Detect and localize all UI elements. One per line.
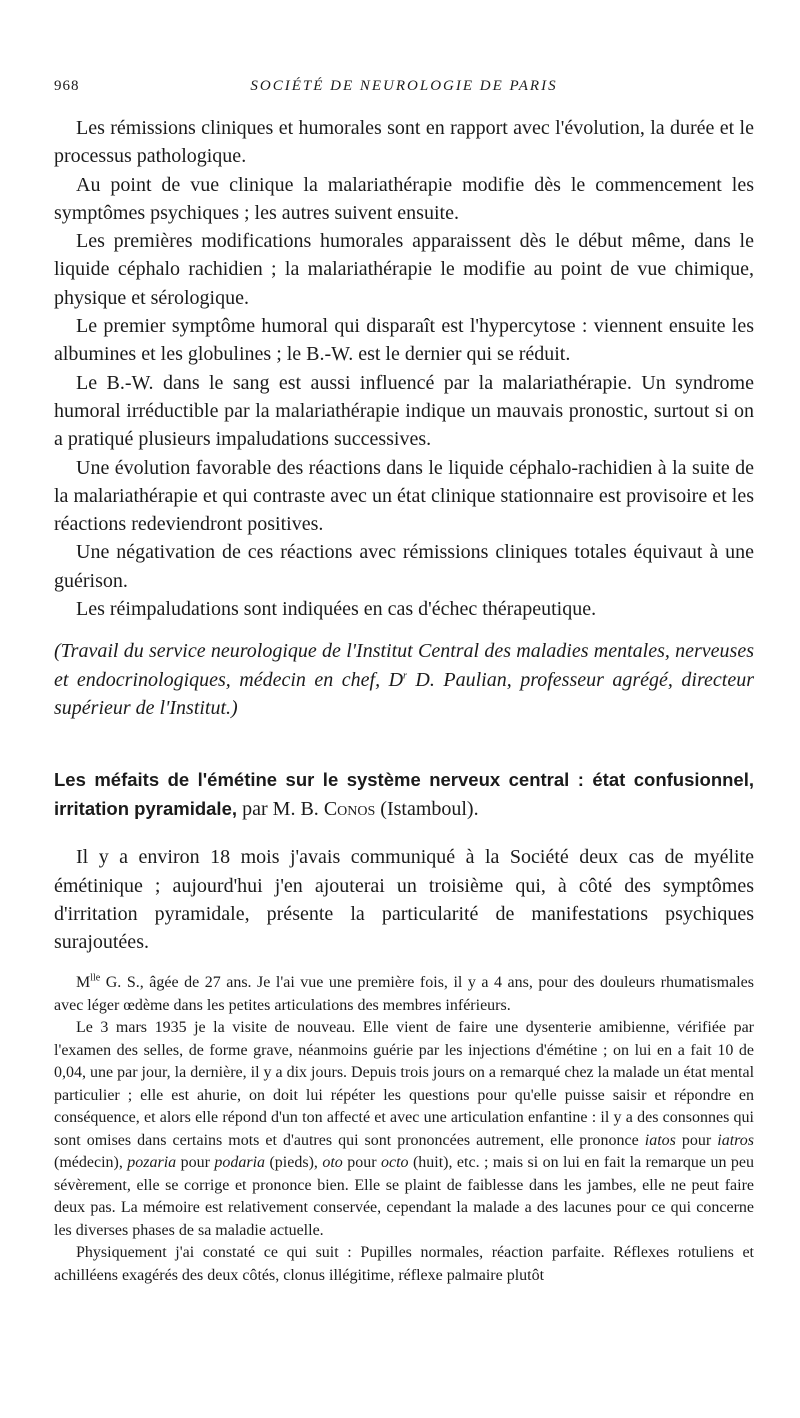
- affiliation-text-end: D. Paulian, professeur agrégé, directeur supérieur de l'Institut.): [54, 668, 754, 719]
- conclusion-paragraph: Le premier symptôme humoral qui disparaît est l'hypercytose : viennent ensuite les albumines et les globulines ; le B.-W. est le dernier qui se réduit.: [54, 315, 754, 366]
- conclusions-block: [54, 114, 754, 623]
- word-example: pozaria: [127, 1154, 177, 1172]
- case-paragraph: [54, 1017, 754, 1242]
- affiliation-note: [54, 637, 754, 722]
- word-example: podaria: [214, 1154, 266, 1172]
- conclusion-paragraph: Une évolution favorable des réactions dans le liquide céphalo-rachidien à la suite de la malariathérapie et qui contraste avec un état clinique stationnaire est provisoire et les réactions redeviendront positives.: [54, 456, 754, 536]
- intro-paragraph: Il y a environ 18 mois j'avais communiqué à la Société deux cas de myélite émétinique ; aujourd'hui j'en ajouterai un troisième qui, à côté des symptômes d'irritation pyramidale, présente la particularité de manifestations psychiques surajoutées.: [54, 846, 754, 954]
- article-intro: [54, 843, 754, 956]
- running-title: SOCIÉTÉ DE NEUROLOGIE DE PARIS: [250, 78, 558, 94]
- running-head: [54, 70, 754, 100]
- case-text: pour: [342, 1154, 381, 1172]
- case-text: Le 3 mars 1935 je la visite de nouveau. Elle vient de faire une dysenterie amibienne, vérifiée par l'examen des selles, de forme grave, néanmoins guérie par les injections d'émétine ; on lui en a fait 10 de 0,04, une par jour, la dernière, il y a dix jours. Depuis trois jours on a remarqué chez la malade un état mental particulier ; elle est ahurie, on doit lui répéter les questions pour qu'elle puisse saisir et répondre en conséquence, et alors elle répond d'un ton affecté et avec une articulation enfantine : il y a des consonnes qui sont omises dans certains mots et d'autres qui sont prononcées autrement, elle prononce: [54, 1019, 755, 1149]
- case-paragraph: Physiquement j'ai constaté ce qui suit : Pupilles normales, réaction parfaite. Réflexes rotuliens et achilléens exagérés des deux côtés, clonus illégitime, réflexe palmaire plutôt: [54, 1244, 754, 1284]
- conclusion-paragraph: Les réimpaludations sont indiquées en cas d'échec thérapeutique.: [76, 598, 597, 621]
- patient-prefix: M: [76, 974, 91, 992]
- conclusion-paragraph: Le B.-W. dans le sang est aussi influencé par la malariathérapie. Un syndrome humoral irréductible par la malariathérapie indique un mauvais pronostic, surtout si on a pratiqué plusieurs impaludations successives.: [54, 371, 754, 451]
- case-text: pour: [675, 1131, 718, 1149]
- page-number: 968: [54, 78, 80, 94]
- author-name: Conos: [323, 797, 376, 820]
- article-title: Les méfaits de l'émétine sur le système nerveux central : état confusionnel, irritation pyramidale,: [54, 769, 754, 819]
- conclusion-paragraph: Les premières modifications humorales apparaissent dès le début même, dans le liquide céphalo rachidien ; la malariathérapie le modifie au point de vue chimique, physique et sérologique.: [54, 230, 754, 309]
- word-example: octo: [380, 1154, 409, 1172]
- case-report: [54, 972, 754, 1287]
- word-example: iatos: [644, 1131, 676, 1149]
- author-location: (Istamboul).: [380, 797, 479, 820]
- affiliation-text: (Travail du service neurologique de l'Institut Central des maladies mentales, nerveuses et endocrinologiques, médecin en chef, D: [54, 640, 754, 691]
- article-byline: [242, 798, 478, 820]
- case-text: pour: [176, 1154, 215, 1172]
- conclusion-paragraph: Les rémissions cliniques et humorales sont en rapport avec l'évolution, la durée et le processus pathologique.: [54, 117, 754, 168]
- case-text: (huit), etc. ; mais si on lui en fait la remarque un peu sévèrement, elle se corrige et prononce bien. Elle se plaint de faiblesse dans les jambes, elle ne peut faire deux pas. La mémoire est relativement conservée, cependant la malade a des lacunes pour ce qui concerne les diverses phases de sa maladie actuelle.: [54, 1154, 754, 1239]
- affiliation-sup: r: [403, 669, 407, 681]
- conclusion-paragraph: Une négativation de ces réactions avec rémissions cliniques totales équivaut à une guérison.: [54, 541, 754, 592]
- article-heading: [54, 766, 754, 823]
- conclusion-paragraph: Au point de vue clinique la malariathérapie modifie dès le commencement les symptômes psychiques ; les autres suivent ensuite.: [54, 173, 754, 224]
- case-text: (médecin),: [54, 1154, 128, 1172]
- case-text: (pieds),: [265, 1154, 323, 1172]
- word-example: oto: [322, 1154, 343, 1172]
- journal-page: [54, 70, 754, 1287]
- case-text: G. S., âgée de 27 ans. Je l'ai vue une première fois, il y a 4 ans, pour des douleurs rhumatismales avec léger œdème dans les petites articulations des membres inférieurs.: [54, 974, 754, 1014]
- patient-sup: lle: [90, 973, 101, 985]
- byline-prefix: par M. B.: [242, 797, 319, 820]
- word-example: iatros: [717, 1131, 755, 1149]
- case-paragraph: [54, 972, 754, 1017]
